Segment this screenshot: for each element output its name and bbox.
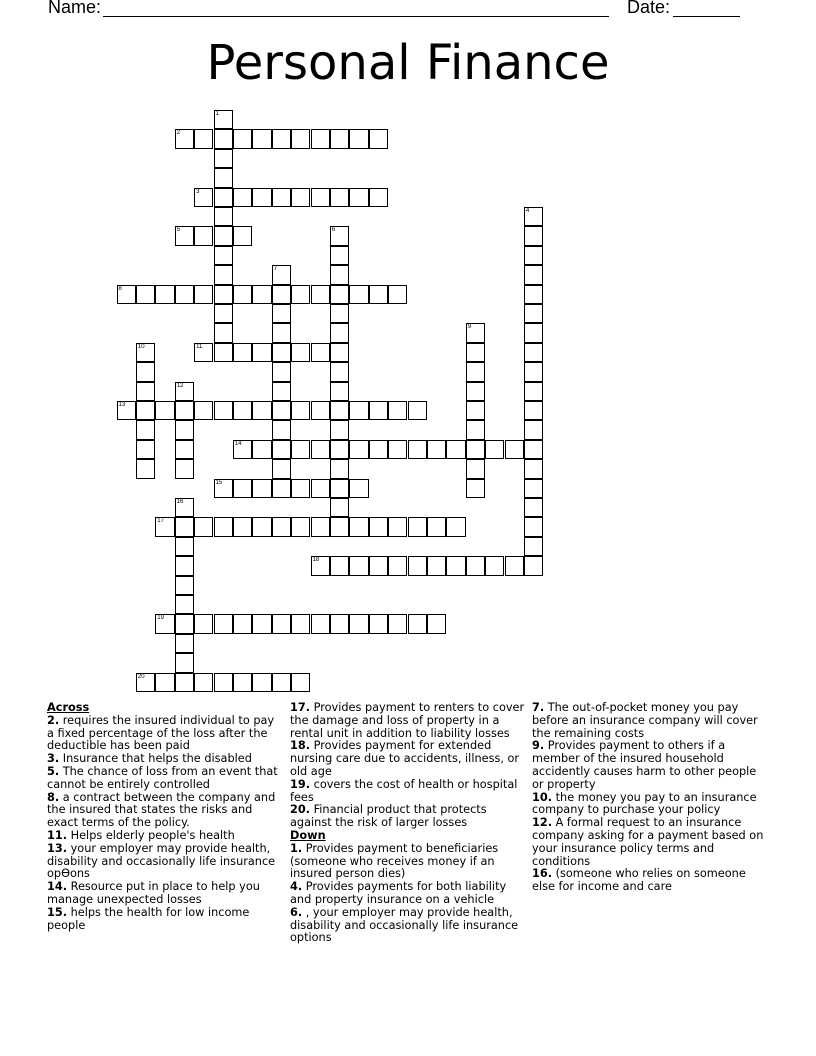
grid-cell[interactable]: [272, 285, 291, 304]
clue-number: 10.: [532, 790, 553, 804]
grid-cell[interactable]: [349, 479, 368, 498]
grid-cell[interactable]: [349, 517, 368, 536]
grid-cell[interactable]: [369, 188, 388, 207]
grid-cell[interactable]: [524, 207, 543, 226]
grid-cell[interactable]: [175, 226, 194, 245]
grid-cell[interactable]: [349, 556, 368, 575]
grid-cell[interactable]: [175, 440, 194, 459]
clue-item: [290, 804, 526, 830]
clue-item: [290, 740, 526, 778]
grid-cell[interactable]: [524, 265, 543, 284]
grid-cell[interactable]: [524, 401, 543, 420]
cell-number: 13: [118, 402, 126, 408]
grid-cell[interactable]: [466, 440, 485, 459]
clue-item: [290, 843, 526, 881]
grid-cell[interactable]: [136, 343, 155, 362]
clue-item: [290, 881, 526, 907]
grid-cell[interactable]: [214, 304, 233, 323]
grid-cell[interactable]: [524, 537, 543, 556]
cell-number: 3: [196, 188, 200, 195]
clue-item: [290, 907, 526, 945]
grid-cell[interactable]: [175, 498, 194, 517]
grid-cell[interactable]: [524, 362, 543, 381]
grid-cell[interactable]: [408, 440, 427, 459]
grid-cell[interactable]: [388, 285, 407, 304]
grid-cell[interactable]: [369, 517, 388, 536]
grid-cell[interactable]: [233, 188, 252, 207]
grid-cell[interactable]: [446, 440, 465, 459]
grid-cell[interactable]: [330, 420, 349, 439]
grid-cell[interactable]: [252, 440, 271, 459]
grid-cell[interactable]: [136, 285, 155, 304]
page-title: Personal Finance: [206, 35, 610, 91]
clue-number: 20.: [290, 803, 311, 817]
clue-text: Resource put in place to help you manage unexpected losses: [47, 880, 260, 906]
grid-cell[interactable]: [369, 614, 388, 633]
grid-cell[interactable]: [155, 285, 174, 304]
grid-cell[interactable]: [155, 401, 174, 420]
grid-cell[interactable]: [524, 382, 543, 401]
grid-cell[interactable]: [330, 323, 349, 342]
grid-cell[interactable]: [194, 343, 213, 362]
clue-item: [532, 702, 768, 740]
grid-cell[interactable]: [272, 129, 291, 148]
grid-cell[interactable]: [466, 401, 485, 420]
grid-cell[interactable]: [524, 226, 543, 245]
grid-cell[interactable]: [194, 285, 213, 304]
clue-text: , your employer may provide health, disability and occasionally life insurance options: [290, 905, 519, 945]
grid-cell[interactable]: [485, 556, 504, 575]
clue-text: a contract between the company and the insured that states the risks and exact terms of the policy.: [47, 790, 276, 830]
grid-cell[interactable]: [311, 285, 330, 304]
clues-column-2: [290, 702, 526, 945]
grid-cell[interactable]: [466, 382, 485, 401]
grid-cell[interactable]: [214, 168, 233, 187]
grid-cell[interactable]: [175, 556, 194, 575]
grid-cell[interactable]: [330, 285, 349, 304]
clue-text: your employer may provide health, disability and occasionally life insurance opƟons: [47, 841, 276, 881]
grid-cell[interactable]: [291, 614, 310, 633]
grid-cell[interactable]: [369, 401, 388, 420]
grid-cell[interactable]: [214, 517, 233, 536]
cell-number: 6: [331, 227, 336, 234]
clue-item: [47, 843, 283, 881]
grid-cell[interactable]: [194, 517, 213, 536]
grid-cell[interactable]: [330, 614, 349, 633]
clue-number: 16.: [532, 867, 553, 881]
grid-cell[interactable]: [175, 537, 194, 556]
grid-cell[interactable]: [175, 420, 194, 439]
grid-cell[interactable]: [175, 634, 194, 653]
clue-text: Financial product that protects against the risk of larger losses: [290, 803, 487, 830]
grid-cell[interactable]: [252, 401, 271, 420]
clue-number: 18.: [290, 739, 311, 753]
grid-cell[interactable]: [291, 673, 310, 692]
grid-cell[interactable]: [214, 207, 233, 226]
clue-item: [532, 792, 768, 818]
grid-cell[interactable]: [505, 440, 524, 459]
clue-number: 3.: [47, 752, 60, 766]
grid-cell[interactable]: [233, 440, 252, 459]
grid-cell[interactable]: [233, 343, 252, 362]
clue-text: Provides payment to others if a member of the insured household accidently causes harm to other people or property: [532, 739, 757, 791]
clue-text: The chance of loss from an event that cannot be entirely controlled: [47, 764, 278, 791]
grid-cell[interactable]: [427, 556, 446, 575]
clue-number: 13.: [47, 841, 68, 855]
clue-item: [47, 766, 283, 792]
grid-cell[interactable]: [330, 498, 349, 517]
grid-cell[interactable]: [408, 556, 427, 575]
clue-text: requires the insured individual to pay a fixed percentage of the loss after the deductible has been paid: [47, 713, 275, 753]
clue-text: Provides payment to renters to cover the damage and loss of property in a rental unit in addition to liability losses: [290, 701, 525, 740]
grid-cell[interactable]: [136, 362, 155, 381]
clue-text: the money you pay to an insurance company to purchase your policy: [532, 790, 757, 817]
cell-number: 9: [467, 324, 472, 331]
clue-number: 17.: [290, 701, 311, 714]
cell-number: 8: [118, 285, 122, 292]
grid-cell[interactable]: [233, 673, 252, 692]
grid-cell[interactable]: [214, 673, 233, 692]
clue-number: 12.: [532, 816, 553, 830]
clue-item: [47, 792, 283, 830]
cell-number: 4: [525, 208, 530, 214]
grid-cell[interactable]: [388, 517, 407, 536]
grid-cell[interactable]: [427, 614, 446, 633]
grid-cell[interactable]: [388, 440, 407, 459]
grid-cell[interactable]: [272, 614, 291, 633]
grid-cell[interactable]: [291, 285, 310, 304]
clue-number: 8.: [47, 790, 60, 804]
grid-cell[interactable]: [252, 129, 271, 148]
grid-cell[interactable]: [427, 517, 446, 536]
cell-number: 20: [137, 673, 145, 680]
grid-cell[interactable]: [427, 440, 446, 459]
grid-cell[interactable]: [524, 420, 543, 439]
clue-number: 9.: [532, 739, 545, 753]
grid-cell[interactable]: [349, 188, 368, 207]
grid-cell[interactable]: [252, 343, 271, 362]
clue-item: [532, 868, 768, 894]
grid-cell[interactable]: [194, 673, 213, 692]
grid-cell[interactable]: [214, 110, 233, 129]
name-label: Name:: [48, 0, 102, 17]
grid-cell[interactable]: [330, 188, 349, 207]
grid-cell[interactable]: [330, 265, 349, 284]
grid-cell[interactable]: [349, 401, 368, 420]
grid-cell[interactable]: [446, 556, 465, 575]
grid-cell[interactable]: [408, 614, 427, 633]
grid-cell[interactable]: [291, 479, 310, 498]
cell-number: 1: [215, 111, 219, 117]
cell-number: 17: [157, 518, 164, 525]
grid-cell[interactable]: [330, 479, 349, 498]
grid-cell[interactable]: [214, 401, 233, 420]
grid-cell[interactable]: [194, 401, 213, 420]
clue-number: 14.: [47, 880, 68, 894]
clue-number: 5.: [47, 764, 60, 778]
clue-number: 1.: [290, 841, 303, 855]
grid-cell[interactable]: [466, 420, 485, 439]
grid-cell[interactable]: [485, 440, 504, 459]
grid-cell[interactable]: [233, 285, 252, 304]
grid-cell[interactable]: [272, 323, 291, 342]
clue-number: 4.: [290, 880, 303, 894]
grid-cell[interactable]: [311, 129, 330, 148]
clue-text: covers the cost of health or hospital fees: [290, 777, 518, 804]
cell-number: 11: [196, 343, 203, 350]
clue-text: Provides payment to beneficiaries (someone who receives money if an insured person dies): [290, 841, 499, 881]
clue-text: The out-of-pocket money you pay before an insurance company will cover the remaining costs: [532, 701, 758, 740]
grid-cell[interactable]: [214, 246, 233, 265]
across-heading: Across: [47, 701, 90, 714]
grid-cell[interactable]: [330, 440, 349, 459]
cell-number: 7: [273, 266, 278, 273]
grid-cell[interactable]: [291, 343, 310, 362]
grid-cell[interactable]: [194, 614, 213, 633]
grid-cell[interactable]: [311, 479, 330, 498]
grid-cell[interactable]: [252, 673, 271, 692]
grid-cell[interactable]: [330, 226, 349, 245]
cell-number: 14: [234, 440, 242, 447]
grid-cell[interactable]: [175, 576, 194, 595]
grid-cell[interactable]: [291, 188, 310, 207]
clue-item: [290, 702, 526, 740]
grid-cell[interactable]: [175, 653, 194, 672]
clue-item: [47, 715, 283, 753]
grid-cell[interactable]: [233, 614, 252, 633]
grid-cell[interactable]: [408, 517, 427, 536]
grid-cell[interactable]: [291, 401, 310, 420]
clue-item: [532, 817, 768, 868]
grid-cell[interactable]: [214, 479, 233, 498]
cell-number: 12: [176, 382, 184, 389]
grid-cell[interactable]: [311, 440, 330, 459]
cell-number: 10: [137, 343, 145, 350]
grid-cell[interactable]: [155, 614, 174, 633]
grid-cell[interactable]: [524, 479, 543, 498]
grid-cell[interactable]: [505, 556, 524, 575]
grid-cell[interactable]: [214, 343, 233, 362]
grid-cell[interactable]: [311, 401, 330, 420]
grid-cell[interactable]: [466, 556, 485, 575]
grid-cell[interactable]: [330, 129, 349, 148]
clue-item: [290, 779, 526, 805]
grid-cell[interactable]: [214, 323, 233, 342]
clues-column-1: [47, 702, 283, 932]
grid-cell[interactable]: [175, 401, 194, 420]
grid-cell[interactable]: [311, 614, 330, 633]
grid-cell[interactable]: [349, 285, 368, 304]
grid-cell[interactable]: [369, 440, 388, 459]
grid-cell[interactable]: [349, 614, 368, 633]
grid-cell[interactable]: [330, 517, 349, 536]
grid-cell[interactable]: [408, 401, 427, 420]
grid-cell[interactable]: [330, 459, 349, 478]
grid-cell[interactable]: [175, 614, 194, 633]
grid-cell[interactable]: [175, 459, 194, 478]
grid-cell[interactable]: [330, 382, 349, 401]
clue-item: [532, 740, 768, 791]
clue-text: helps the health for low income people: [47, 905, 250, 932]
grid-cell[interactable]: [214, 285, 233, 304]
clue-number: 6.: [290, 905, 303, 919]
grid-cell[interactable]: [291, 129, 310, 148]
grid-cell[interactable]: [214, 149, 233, 168]
grid-cell[interactable]: [330, 556, 349, 575]
clue-text: Provides payment for extended nursing care due to accidents, illness, or old age: [290, 739, 520, 778]
grid-cell[interactable]: [388, 401, 407, 420]
clue-number: 2.: [47, 713, 60, 727]
grid-cell[interactable]: [272, 382, 291, 401]
grid-cell[interactable]: [330, 304, 349, 323]
grid-cell[interactable]: [214, 265, 233, 284]
grid-cell[interactable]: [524, 304, 543, 323]
grid-cell[interactable]: [233, 479, 252, 498]
cell-number: 15: [215, 479, 223, 486]
grid-cell[interactable]: [233, 129, 252, 148]
cell-number: 19: [157, 615, 164, 622]
grid-cell[interactable]: [272, 343, 291, 362]
grid-cell[interactable]: [291, 517, 310, 536]
grid-cell[interactable]: [311, 188, 330, 207]
clues-column-3: [532, 702, 768, 894]
grid-cell[interactable]: [291, 440, 310, 459]
grid-cell[interactable]: [155, 673, 174, 692]
grid-cell[interactable]: [252, 517, 271, 536]
grid-cell[interactable]: [175, 382, 194, 401]
grid-cell[interactable]: [466, 362, 485, 381]
grid-cell[interactable]: [311, 556, 330, 575]
date-label: Date:: [627, 0, 671, 17]
clue-text: Helps elderly people's health: [67, 828, 235, 842]
cell-number: 5: [176, 227, 181, 234]
grid-cell[interactable]: [175, 595, 194, 614]
grid-cell[interactable]: [369, 556, 388, 575]
clue-item: [47, 881, 283, 907]
grid-cell[interactable]: [524, 459, 543, 478]
cell-number: 16: [176, 499, 184, 505]
grid-cell[interactable]: [117, 401, 136, 420]
clue-text: Provides payments for both liability and property insurance on a vehicle: [290, 880, 507, 906]
grid-cell[interactable]: [311, 517, 330, 536]
grid-cell[interactable]: [136, 673, 155, 692]
grid-cell[interactable]: [233, 517, 252, 536]
grid-cell[interactable]: [524, 440, 543, 459]
grid-cell[interactable]: [272, 479, 291, 498]
clue-number: 11.: [47, 828, 68, 842]
grid-cell[interactable]: [330, 401, 349, 420]
grid-cell[interactable]: [214, 129, 233, 148]
clue-item: [47, 907, 283, 933]
clue-number: 7.: [532, 701, 545, 714]
grid-cell[interactable]: [524, 246, 543, 265]
grid-cell[interactable]: [330, 362, 349, 381]
grid-cell[interactable]: [214, 226, 233, 245]
grid-cell[interactable]: [252, 479, 271, 498]
grid-cell[interactable]: [369, 129, 388, 148]
grid-cell[interactable]: [466, 343, 485, 362]
grid-cell[interactable]: [194, 129, 213, 148]
grid-cell[interactable]: [136, 382, 155, 401]
clue-text: Insurance that helps the disabled: [59, 752, 252, 766]
grid-cell[interactable]: [155, 517, 174, 536]
grid-cell[interactable]: [194, 188, 213, 207]
grid-cell[interactable]: [524, 517, 543, 536]
grid-cell[interactable]: [349, 129, 368, 148]
cell-number: 2: [176, 130, 181, 137]
grid-cell[interactable]: [446, 517, 465, 536]
grid-cell[interactable]: [252, 614, 271, 633]
grid-cell[interactable]: [388, 614, 407, 633]
grid-cell[interactable]: [175, 285, 194, 304]
grid-cell[interactable]: [194, 226, 213, 245]
cell-number: 18: [312, 557, 320, 564]
grid-cell[interactable]: [466, 459, 485, 478]
grid-cell[interactable]: [175, 517, 194, 536]
grid-cell[interactable]: [330, 343, 349, 362]
grid-cell[interactable]: [175, 673, 194, 692]
clue-number: 15.: [47, 905, 68, 919]
grid-cell[interactable]: [311, 343, 330, 362]
grid-cell[interactable]: [272, 673, 291, 692]
grid-cell[interactable]: [524, 556, 543, 575]
clue-number: 19.: [290, 777, 311, 791]
grid-cell[interactable]: [466, 323, 485, 342]
grid-cell[interactable]: [136, 440, 155, 459]
grid-cell[interactable]: [388, 556, 407, 575]
down-heading: Down: [290, 828, 326, 842]
grid-cell[interactable]: [233, 226, 252, 245]
clue-text: (someone who relies on someone else for income and care: [532, 867, 746, 894]
grid-cell[interactable]: [175, 129, 194, 148]
grid-cell[interactable]: [272, 517, 291, 536]
grid-cell[interactable]: [349, 440, 368, 459]
grid-cell[interactable]: [214, 188, 233, 207]
grid-cell[interactable]: [136, 401, 155, 420]
grid-cell[interactable]: [252, 188, 271, 207]
grid-cell[interactable]: [272, 459, 291, 478]
grid-cell[interactable]: [272, 304, 291, 323]
grid-cell[interactable]: [466, 479, 485, 498]
grid-cell[interactable]: [369, 285, 388, 304]
grid-cell[interactable]: [233, 401, 252, 420]
grid-cell[interactable]: [272, 420, 291, 439]
grid-cell[interactable]: [272, 440, 291, 459]
grid-cell[interactable]: [252, 285, 271, 304]
grid-cell[interactable]: [524, 343, 543, 362]
clue-text: A formal request to an insurance company asking for a payment based on your insurance policy terms and conditions: [532, 816, 764, 868]
grid-cell[interactable]: [272, 362, 291, 381]
grid-cell[interactable]: [272, 188, 291, 207]
grid-cell[interactable]: [524, 285, 543, 304]
grid-cell[interactable]: [117, 285, 136, 304]
grid-cell[interactable]: [272, 401, 291, 420]
grid-cell[interactable]: [272, 265, 291, 284]
grid-cell[interactable]: [524, 323, 543, 342]
grid-cell[interactable]: [330, 246, 349, 265]
grid-cell[interactable]: [214, 614, 233, 633]
grid-cell[interactable]: [136, 420, 155, 439]
grid-cell[interactable]: [524, 498, 543, 517]
grid-cell[interactable]: [136, 459, 155, 478]
